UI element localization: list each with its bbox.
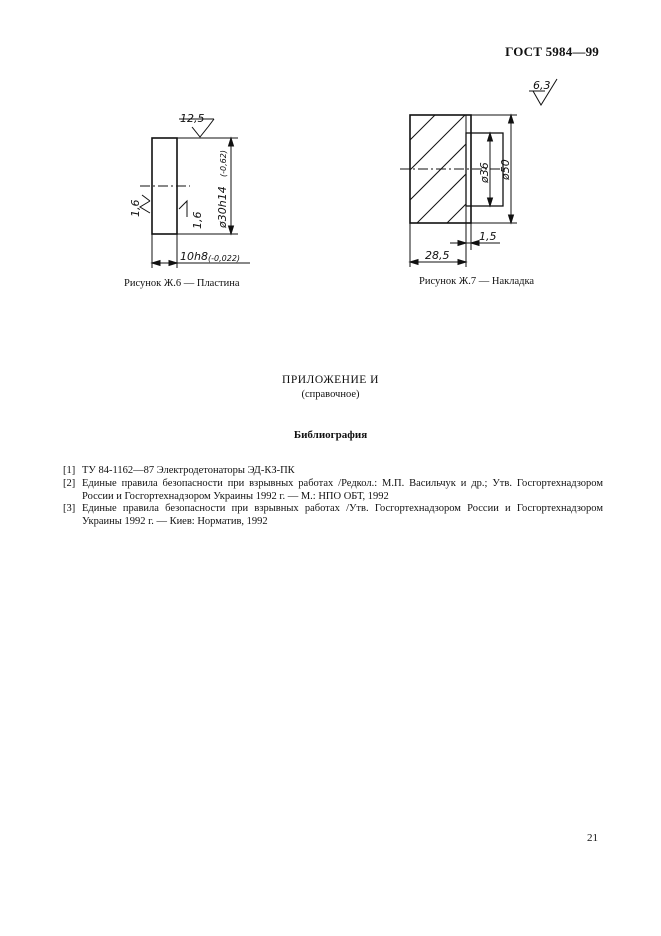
reference-item: [63, 502, 603, 528]
roughness-top-icon: [192, 127, 208, 137]
length-dim-label: 28,5: [425, 249, 450, 262]
inner-dim-label: ø36: [478, 162, 491, 183]
reference-number: [1]: [63, 465, 76, 476]
roughness-inner-value: 1,6: [191, 211, 204, 229]
diameter-dim-tolerance: (-0,62): [219, 150, 228, 177]
roughness-top-value: 12,5: [180, 112, 205, 125]
page-number: 21: [587, 832, 598, 844]
roughness-side-value: 1,6: [129, 199, 142, 217]
appendix-subtitle: (справочное): [301, 389, 360, 400]
reference-item: [63, 464, 603, 477]
roughness-corner-value: 6,3: [533, 79, 551, 92]
figure7-caption: Рисунок Ж.7 — Накладка: [419, 276, 535, 287]
reference-item: [63, 477, 603, 503]
figure-overlay-drawing: [395, 75, 575, 275]
roughness-inner-icon: [179, 201, 187, 217]
reference-text: ТУ 84-1162—87 Электродетонаторы ЭД-КЗ-ПК: [82, 465, 295, 476]
diameter-dim-label: ø30h14: [216, 186, 229, 228]
reference-number: [3]: [63, 503, 76, 514]
reference-text: Единые правила безопасности при взрывных работах /Утв. Госгортехнадзором России и Госгортехнадзором Украины 1992 г. — Киев: Норматив, 1992: [82, 503, 603, 527]
bibliography-heading: Библиография: [293, 429, 368, 441]
reference-number: [2]: [63, 478, 76, 489]
figure6-caption: Рисунок Ж.6 — Пластина: [124, 278, 240, 289]
overlay-hatching: [395, 95, 555, 235]
appendix-title: ПРИЛОЖЕНИЕ И: [282, 374, 379, 386]
reference-text: Единые правила безопасности при взрывных работах /Редкол.: М.П. Васильчук и др.; Утв. Госгортехнадзором России и Госгортехнадзором Украины 1992 г. — М.: НПО ОБТ, 1992: [82, 478, 603, 502]
thickness-dim-tolerance: (-0,022): [208, 254, 241, 263]
document-code: ГОСТ 5984—99: [505, 44, 599, 59]
thickness-dim-label: 10h8: [180, 250, 208, 263]
step-dim-label: 1,5: [479, 230, 497, 243]
outer-dim-label: ø50: [499, 159, 512, 180]
figure-plate-drawing: [110, 105, 270, 275]
